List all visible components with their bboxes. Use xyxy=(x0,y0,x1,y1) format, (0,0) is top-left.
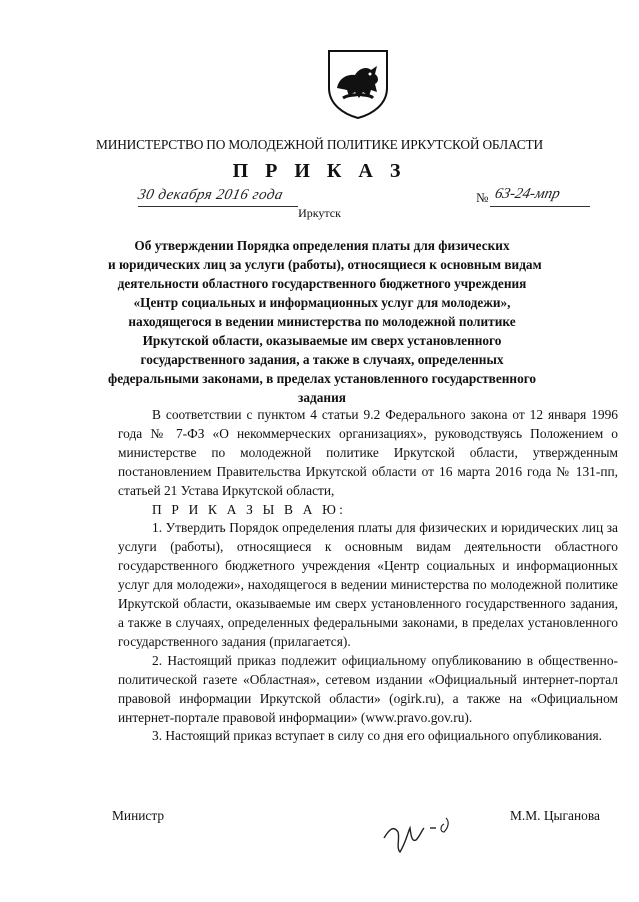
handwritten-order-number: 63-24-мпр xyxy=(493,186,562,202)
order-body xyxy=(118,406,618,746)
heading-line: и юридических лиц за услуги (работы), относящиеся к основным видам xyxy=(108,257,542,272)
signer-position: Министр xyxy=(112,808,165,823)
heading-line: федеральными законами, в пределах установленного государственного xyxy=(108,371,537,386)
heading-line: задания xyxy=(298,390,346,405)
heading-line: государственного задания, а также в случаях, определенных xyxy=(140,352,504,367)
order-item-2: 2. Настоящий приказ подлежит официальному опубликованию в общественно-политической газете «Областная», сетевом издании «Официальный интернет-портал правовой информации Иркутской области» (ogirk.ru), а также на «Официальном интернет-портале правовой информации» (www.pravo.gov.ru). xyxy=(118,652,618,725)
signature-icon xyxy=(378,798,468,858)
heading-line: деятельности областного государственного бюджетного учреждения xyxy=(117,276,527,291)
heading-line: Иркутской области, оказываемые им сверх установленного xyxy=(142,333,502,348)
ministry-name: МИНИСТЕРСТВО ПО МОЛОДЕЖНОЙ ПОЛИТИКЕ ИРКУТСКОЙ ОБЛАСТИ xyxy=(96,137,543,152)
document-type-title: П Р И К А З xyxy=(232,160,407,182)
number-label: № xyxy=(476,190,489,205)
order-item-3: 3. Настоящий приказ вступает в силу со дня его официального опубликования. xyxy=(152,728,602,744)
handwritten-date: 30 декабря 2016 года xyxy=(136,187,285,203)
preamble-paragraph: В соответствии с пунктом 4 статьи 9.2 Федерального закона от 12 января 1996 года № 7-ФЗ «О некоммерческих организациях», руководствуясь Положением о министерстве по молодежной политике Иркутской области, утвержденным постановлением Правительства Иркутской области от 16 марта 2016 года № 131-пп, статьей 21 Устава Иркутской области, xyxy=(118,407,618,498)
city-label: Иркутск xyxy=(298,206,341,220)
heading-line: находящегося в ведении министерства по молодежной политике xyxy=(128,314,516,329)
signer-name: М.М. Цыганова xyxy=(510,808,600,823)
number-underline xyxy=(490,206,590,207)
heading-line: Об утверждении Порядка определения платы для физических xyxy=(134,238,510,253)
coat-of-arms-icon xyxy=(325,48,391,120)
order-heading xyxy=(108,236,542,407)
order-directive: П Р И К А З Ы В А Ю: xyxy=(152,501,346,517)
heading-line: «Центр социальных и информационных услуг для молодежи», xyxy=(133,295,511,310)
order-item-1: 1. Утвердить Порядок определения платы для физических и юридических лиц за услуги (работы), относящиеся к основным видам деятельности областного государственного бюджетного учреждения «Центр социальных и информационных услуг для молодежи», находящегося в ведении министерства по молодежной политике Иркутской области, оказываемые им сверх установленного государственного задания, а также в случаях, определенных федеральными законами, в пределах установленного государственного задания (прилагается). xyxy=(118,520,618,649)
